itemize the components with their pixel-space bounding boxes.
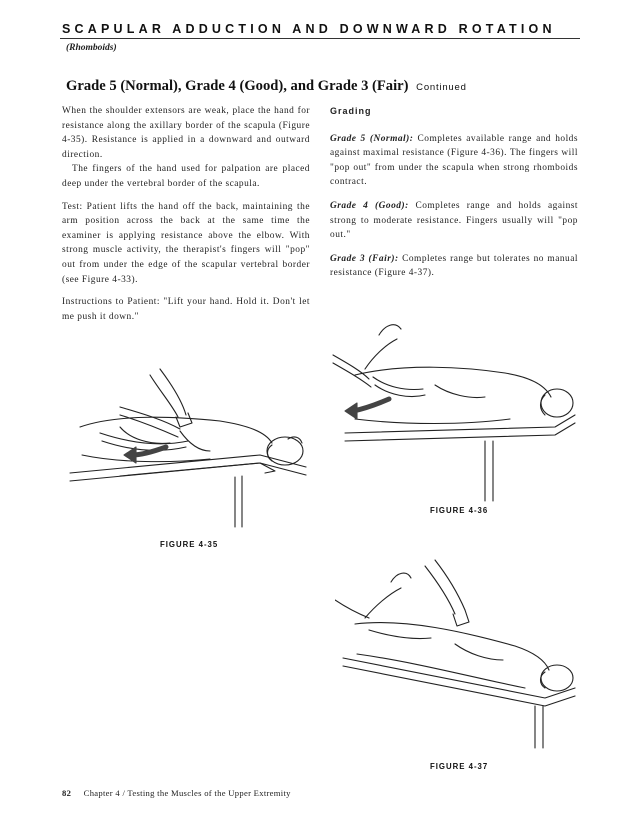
figure-4-35-illustration xyxy=(60,355,310,535)
grade-5-label: Grade 5 (Normal): xyxy=(330,133,414,144)
grade-5-text: Completes available range and holds against maximal resistance (Figure 4-36). The fingers will "pop out" from under the scapula when strong rhomboids contract. xyxy=(330,133,579,188)
figure-4-36-illustration xyxy=(325,315,585,505)
continued-label: Continued xyxy=(416,82,467,93)
grade-3-text: Completes range but tolerates no manual resistance (Figure 4-37). xyxy=(330,253,579,279)
paragraph-instructions: Instructions to Patient: "Lift your hand. Hold it. Don't let me push it down." xyxy=(62,297,310,322)
grade-4-entry xyxy=(330,199,578,243)
figure-4-35-caption: FIGURE 4-35 xyxy=(160,540,219,549)
grade-4-label: Grade 4 (Good): xyxy=(330,200,409,211)
section-title xyxy=(66,78,467,95)
paragraph-test: Test: Patient lifts the hand off the back, maintaining the arm position across the back at the same time the examiner is applying resistance above the elbow. With strong muscle activity, the therapist's fingers will "pop" out from under the edge of the scapular vertebral border (see Figure 4-33). xyxy=(62,201,310,285)
grade-4-text: Completes range and holds against strong to moderate resistance. Fingers usually will "pop out." xyxy=(330,200,579,241)
grade-5-entry xyxy=(330,132,578,190)
figure-4-37-illustration xyxy=(335,548,585,753)
heading-rule xyxy=(60,38,580,39)
figure-4-36-caption: FIGURE 4-36 xyxy=(430,506,489,515)
grade-3-label: Grade 3 (Fair): xyxy=(330,253,399,264)
page-number: 82 xyxy=(62,788,72,798)
paragraph-palpation: The fingers of the hand used for palpation are placed deep under the vertebral border of the scapula. xyxy=(62,164,310,189)
left-column xyxy=(62,104,310,324)
figure-4-37-caption: FIGURE 4-37 xyxy=(430,762,489,771)
paragraph-resistance: When the shoulder extensors are weak, place the hand for resistance along the axillary border of the scapula (Figure 4-35). Resistance is applied in a downward and outward direction. xyxy=(62,106,310,160)
grade-3-entry xyxy=(330,252,578,281)
page-heading: SCAPULAR ADDUCTION AND DOWNWARD ROTATION xyxy=(62,22,556,36)
page-subheading: (Rhomboids) xyxy=(66,43,117,53)
right-column xyxy=(330,104,578,281)
page-footer xyxy=(62,788,291,798)
section-title-text: Grade 5 (Normal), Grade 4 (Good), and Grade 3 (Fair) xyxy=(66,78,409,94)
grading-heading: Grading xyxy=(330,106,372,116)
running-footer-text: Chapter 4 / Testing the Muscles of the Upper Extremity xyxy=(83,788,291,798)
